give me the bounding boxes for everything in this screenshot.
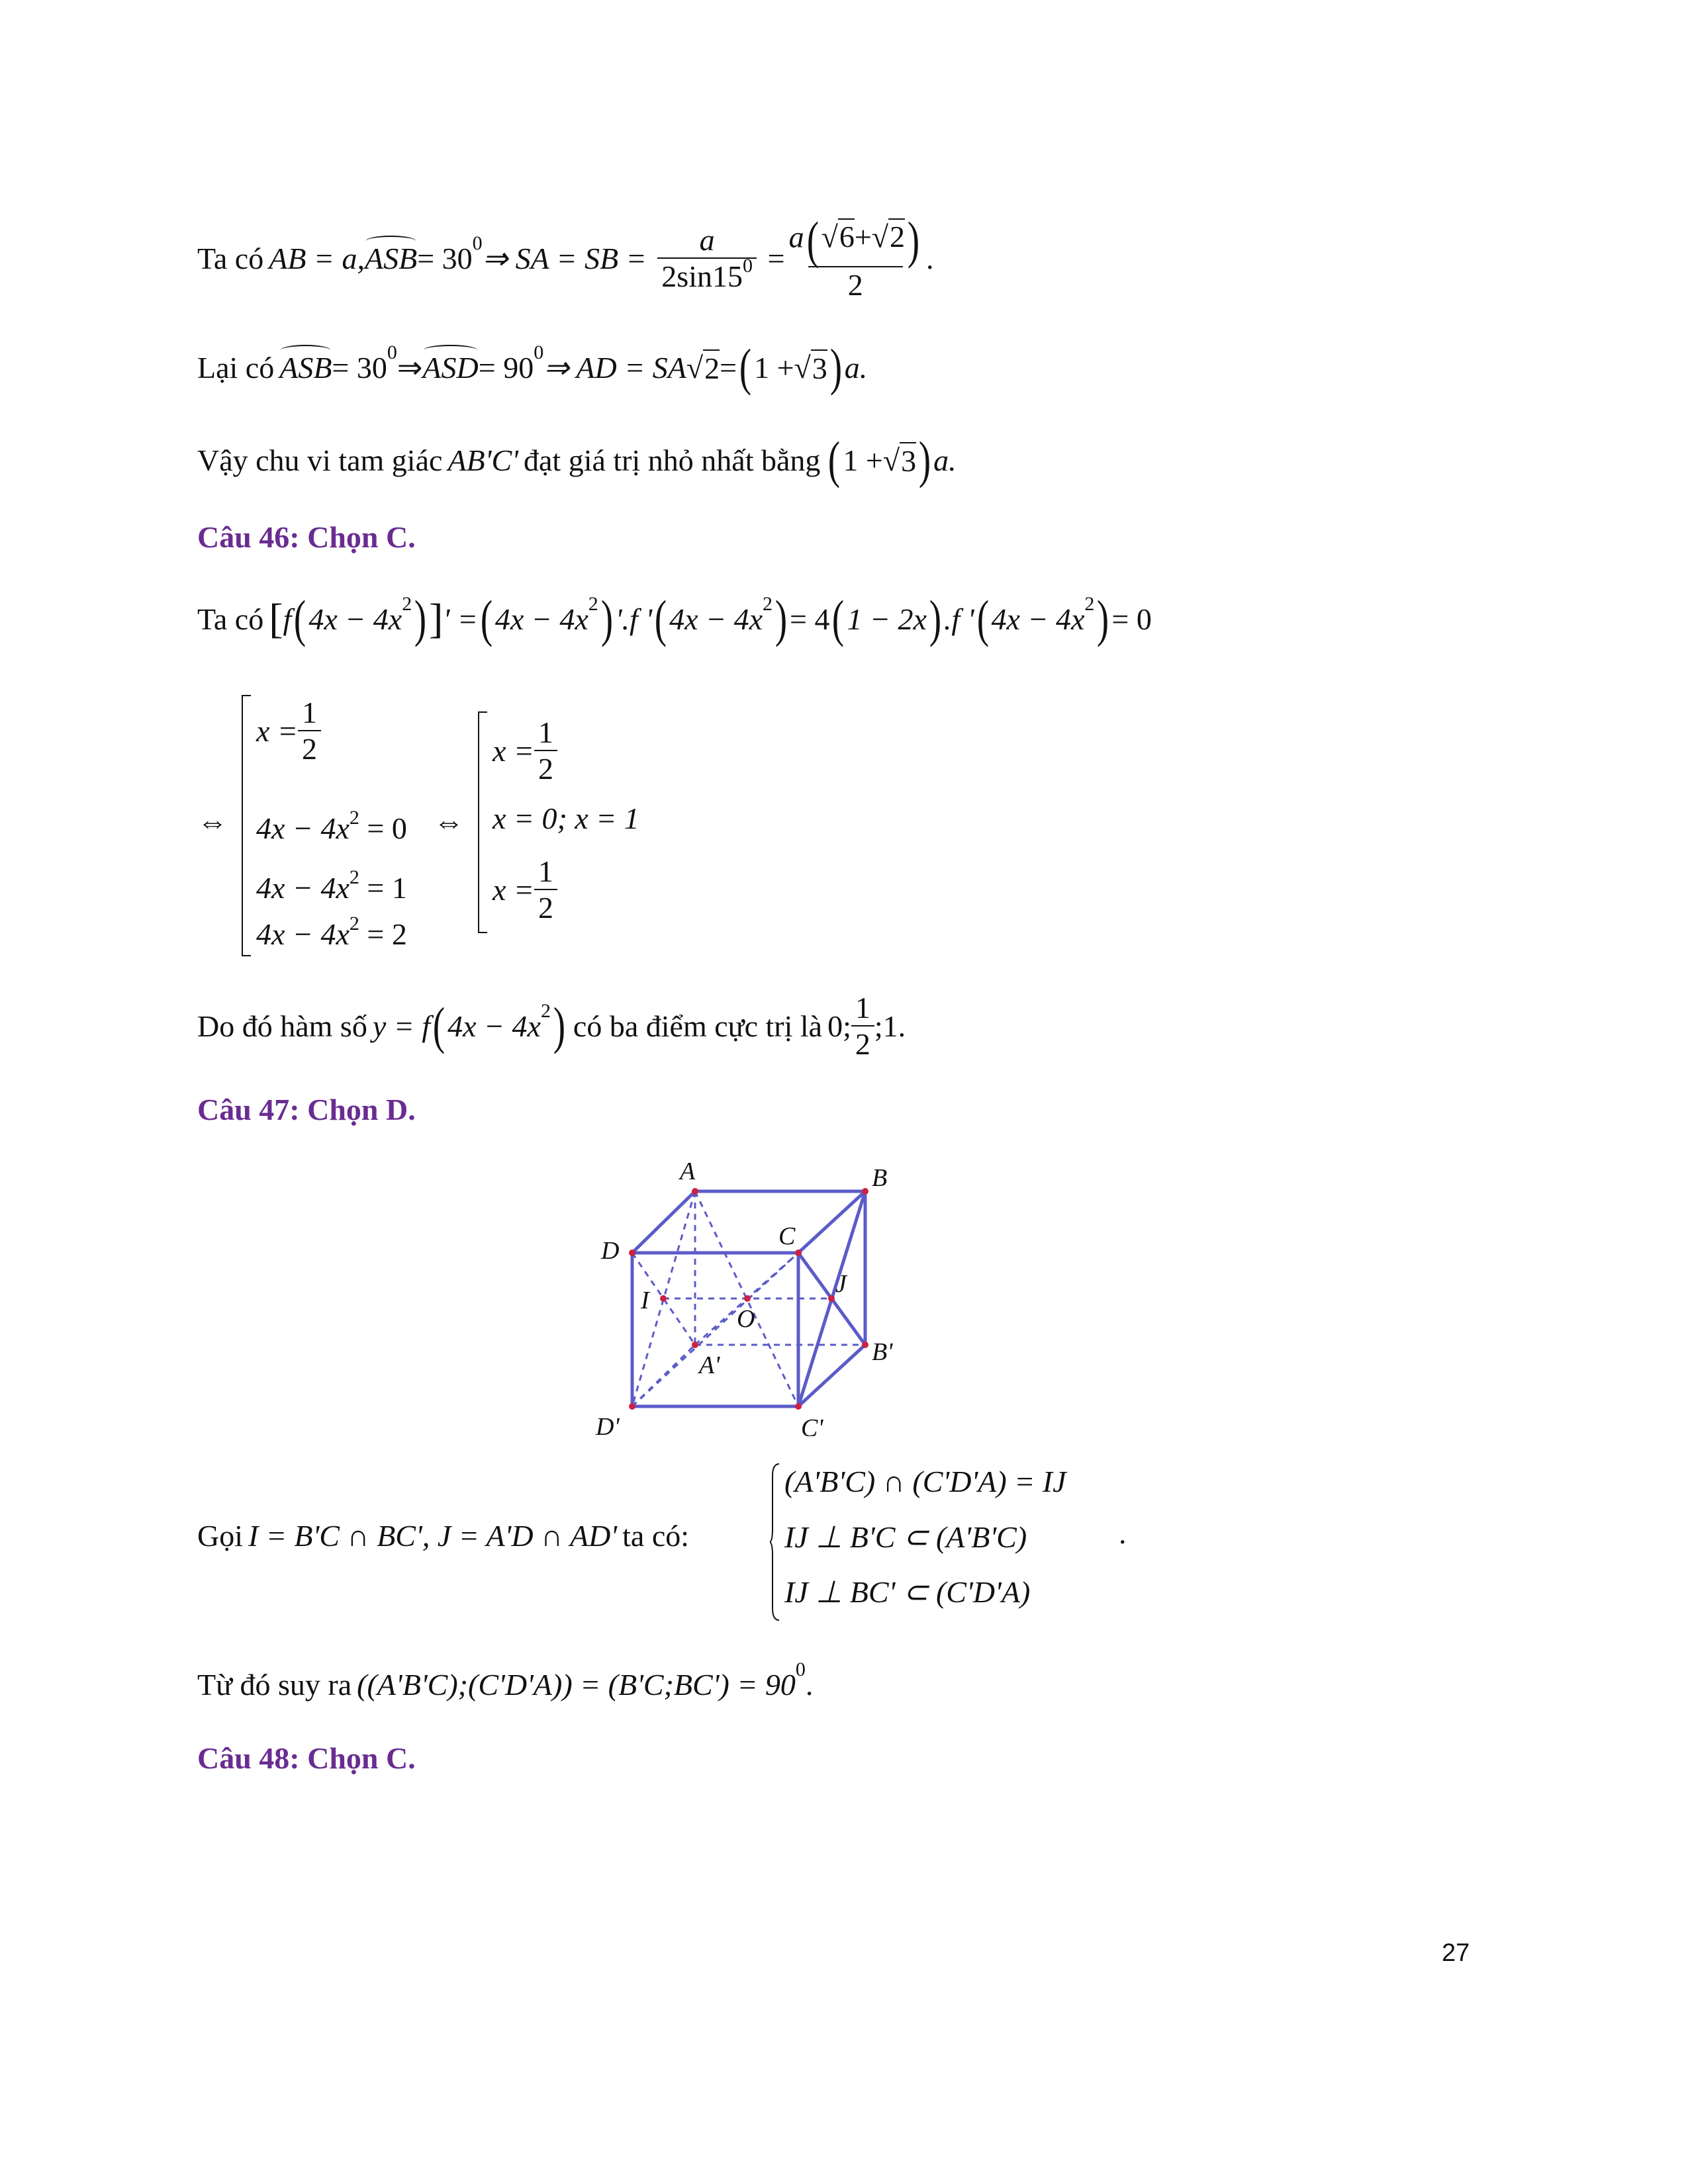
line-4-sq-a: 2 [402, 593, 412, 615]
system-left-row-3-b: = 1 [359, 871, 407, 905]
system-left-row-4-b: = 2 [359, 917, 407, 951]
line-7-expr: ((A'B'C);(C'D'A)) = (B'C;BC') = 90 [357, 1667, 796, 1702]
system-left-row-3-a: 4x − 4x [256, 871, 350, 905]
line-5-sq: 2 [540, 1000, 551, 1022]
line-5-y: y = f [372, 1009, 431, 1043]
line-6-expr: I = B'C ∩ BC', J = A'D ∩ AD' [248, 1518, 618, 1553]
system-left-row-2-a: 4x − 4x [256, 811, 350, 845]
paren-open-4e: ( [976, 590, 989, 647]
line-4-inner-c: 4x − 4x [669, 602, 763, 636]
system-right [478, 711, 651, 933]
system-left-row-1-num: 1 [301, 696, 317, 729]
line-6-text-b: ta có: [622, 1518, 690, 1553]
fraction-1-den-sup: 0 [742, 255, 753, 277]
paren-close-5: ) [553, 997, 566, 1054]
system-left-row-2-sup: 2 [349, 807, 359, 829]
line-4-fprime: '.f ' [615, 602, 653, 636]
point-c [795, 1250, 802, 1256]
system-right-row-1-den: 2 [534, 750, 557, 786]
angle-asb-hat [366, 236, 416, 246]
label-c: C [778, 1222, 796, 1250]
system-left-row-4 [256, 913, 407, 952]
line-5-v1: 0; [827, 1009, 851, 1043]
heading-cau-47: Câu 47: Chọn D. [197, 1093, 416, 1126]
line-5 [197, 986, 906, 1066]
system-left-row-1 [256, 695, 321, 766]
sqrt-3b: 3 [900, 442, 916, 478]
line-4-deriv-eq: ' = [443, 602, 478, 636]
line-3 [197, 427, 957, 493]
line-3-tail: a. [933, 443, 957, 477]
sqrt-sign-2: √ [871, 220, 889, 254]
system-right-row-3 [492, 854, 557, 925]
line-1-expr-a: AB = a, [269, 241, 365, 275]
line-1-expr-c: ⇒ SA = SB = [482, 242, 647, 275]
line-6 [197, 1512, 689, 1559]
system-right-row-3-a: x = [492, 872, 534, 907]
line-4-inner-d: 1 − 2x [847, 602, 927, 636]
paren-open-4b: ( [480, 590, 492, 647]
point-a1 [692, 1342, 698, 1348]
line-6-row-1: (A'B'C) ∩ (C'D'A) = IJ [784, 1465, 1066, 1498]
label-o: O [737, 1305, 755, 1333]
line-4-inner-e: 4x − 4x [991, 602, 1085, 636]
angle-asd-label: ASD [422, 350, 479, 385]
paren-open-5: ( [432, 997, 445, 1054]
line-5-frac [851, 990, 874, 1062]
bracket-top-tick [243, 695, 251, 696]
equiv-left: ⇔ [197, 805, 228, 839]
system-right-row-1-frac [534, 715, 557, 786]
sqrt-2b: 2 [703, 349, 720, 386]
line-3-expr: AB'C' [447, 443, 518, 477]
label-b1: B' [872, 1338, 893, 1366]
system-right-row-3-den: 2 [534, 889, 557, 925]
bracket-close: ] [429, 595, 444, 642]
system-right-row-3-num: 1 [538, 854, 553, 888]
system-left [242, 695, 435, 956]
line-4-sq-b: 2 [588, 593, 598, 615]
label-b: B [872, 1164, 888, 1192]
line-1-sup: 0 [472, 232, 483, 254]
bracket-bottom-tick [243, 955, 251, 956]
angle-asb [365, 241, 417, 276]
fraction-1-den-text: 2sin15 [661, 259, 743, 293]
sqrt-3: 3 [811, 349, 827, 386]
paren-close-3: ) [918, 431, 931, 488]
system-left-row-2 [256, 807, 407, 846]
line-3-text-b: đạt giá trị nhỏ nhất bằng [524, 443, 821, 477]
point-b1 [862, 1342, 868, 1348]
point-d [629, 1250, 635, 1256]
point-o [744, 1295, 751, 1302]
line-2-impl: ⇒ [397, 351, 423, 385]
system-brace [770, 1463, 780, 1621]
system-right-row-1 [492, 715, 557, 786]
point-c1 [795, 1403, 802, 1410]
line-2-tail: a. [844, 350, 868, 385]
line-5-den: 2 [851, 1025, 874, 1062]
line-5-inner: 4x − 4x [447, 1009, 541, 1043]
sqrt-sign: √ [821, 220, 838, 254]
paren-open-2: ( [739, 338, 752, 396]
line-1-expr-b: = 30 [417, 241, 473, 275]
paren-close-4d: ) [929, 590, 942, 647]
line-4-eq4: = 4 [790, 602, 830, 636]
line-3-text-a: Vậy chu vi tam giác [197, 443, 443, 477]
label-a1: A' [699, 1351, 720, 1379]
system-left-row-1-frac [298, 695, 321, 766]
heading-cau-48: Câu 48: Chọn C. [197, 1741, 416, 1775]
paren-close-4e: ) [1097, 590, 1109, 647]
system-right-row-1-num: 1 [538, 715, 553, 749]
angle-asd [422, 350, 478, 385]
label-a: A [680, 1158, 696, 1185]
page-number: 27 [1442, 1939, 1470, 1967]
line-2-p-inner: 1 + [754, 350, 794, 385]
line-4 [197, 582, 1152, 655]
line-2-expr-d: = [720, 350, 737, 385]
system-left-row-1-a: x = [256, 713, 298, 748]
system-left-row-4-a: 4x − 4x [256, 917, 350, 951]
line-5-text-a: Do đó hàm số [197, 1009, 367, 1043]
label-d1: D' [596, 1413, 620, 1436]
sqrt-2: 2 [890, 220, 906, 254]
plus-sign: + [854, 220, 872, 254]
line-6-row-2: IJ ⊥ B'C ⊂ (A'B'C) [784, 1520, 1027, 1554]
system-left-row-1-den: 2 [298, 730, 321, 766]
line-4-sq-c: 2 [763, 593, 773, 615]
label-i: I [641, 1287, 649, 1314]
label-j: J [835, 1270, 847, 1298]
fraction-1-num: a [699, 223, 715, 257]
point-j [828, 1295, 835, 1302]
point-d1 [629, 1403, 635, 1410]
line-4-f: f [283, 602, 292, 636]
line-2-expr-a: = 30 [332, 350, 387, 385]
edge-da [632, 1191, 695, 1253]
sqrt-sign-4: √ [794, 350, 811, 385]
angle-asb-2 [279, 350, 332, 385]
bracket-bottom-tick-r [479, 932, 487, 933]
paren-close-2: ) [829, 338, 842, 396]
system-right-row-3-frac [534, 854, 557, 925]
paren-open-4a: ( [294, 590, 306, 647]
line-1-eq: = [767, 241, 785, 275]
line-2-sup-b: 0 [534, 341, 544, 363]
paren-open-3: ( [828, 431, 841, 488]
point-a [692, 1188, 698, 1195]
paren-close: ) [907, 210, 920, 269]
paren-open-4c: ( [655, 590, 667, 647]
line-4-inner-a: 4x − 4x [308, 602, 402, 636]
fraction-2-num [785, 210, 926, 269]
system-left-row-3 [256, 866, 407, 905]
line-7 [197, 1658, 813, 1711]
line-7-sup: 0 [795, 1659, 806, 1680]
line-4-sq-e: 2 [1084, 593, 1095, 615]
heading-cau-46: Câu 46: Chọn C. [197, 520, 416, 554]
system-left-row-2-b: = 0 [359, 811, 407, 845]
line-5-v2: ;1. [874, 1009, 906, 1043]
fraction-1 [647, 222, 768, 294]
line-5-text-b: có ba điểm cực trị là [573, 1009, 823, 1043]
line-4-inner-b: 4x − 4x [494, 602, 588, 636]
fraction-2-num-a: a [788, 220, 804, 254]
line-2-sup-a: 0 [387, 341, 397, 363]
sqrt-sign-3: √ [686, 350, 704, 385]
line-7-text-a: Từ đó suy ra [197, 1667, 352, 1702]
system-left-row-4-sup: 2 [349, 913, 359, 934]
system-right-row-1-a: x = [492, 733, 534, 768]
line-7-dot: . [805, 1667, 814, 1702]
angle-asb-label: ASB [364, 241, 418, 275]
paren-close-4a: ) [414, 590, 427, 647]
line-1-prefix: Ta có [197, 241, 264, 275]
line-2 [197, 334, 867, 400]
line-2-expr-c: ⇒ AD = SA [543, 351, 686, 385]
system-right-row-2: x = 0; x = 1 [492, 801, 639, 835]
paren-close-4c: ) [774, 590, 788, 647]
sqrt-sign-5: √ [882, 443, 900, 477]
system-left-row-3-sup: 2 [349, 866, 359, 888]
angle-asb-2-hat [281, 345, 330, 355]
line-6-dot: . [1119, 1516, 1127, 1550]
line-1 [197, 199, 934, 318]
fraction-1-den [657, 257, 757, 294]
line-2-expr-b: = 90 [478, 350, 534, 385]
line-4-fprime-2: .f ' [943, 602, 974, 636]
line-6-text-a: Gọi [197, 1518, 243, 1553]
cube-figure [576, 1145, 920, 1436]
equiv-mid: ⇔ [434, 805, 464, 839]
brace-svg [770, 1463, 780, 1621]
point-b [862, 1188, 868, 1195]
paren-open-4d: ( [832, 590, 845, 647]
paren-open: ( [806, 210, 819, 269]
line-6-row-3: IJ ⊥ BC' ⊂ (C'D'A) [784, 1575, 1031, 1609]
line-4-eq0: = 0 [1111, 602, 1152, 636]
paren-close-4b: ) [600, 590, 613, 647]
sqrt-6: 6 [839, 220, 855, 254]
line-1-dot: . [926, 241, 934, 275]
label-d: D [601, 1237, 620, 1265]
line-5-num: 1 [855, 991, 870, 1024]
line-2-prefix: Lại có [197, 350, 275, 385]
fraction-2-den: 2 [808, 266, 903, 302]
bracket-open: [ [269, 595, 283, 642]
angle-asb-2-label: ASB [279, 350, 332, 385]
line-4-prefix: Ta có [197, 602, 264, 636]
angle-asd-hat [424, 345, 477, 355]
point-i [660, 1295, 667, 1302]
fraction-2 [785, 210, 926, 302]
label-c1: C' [801, 1414, 823, 1436]
line-3-p-inner: 1 + [843, 443, 883, 477]
bracket-top-tick-r [479, 711, 487, 713]
